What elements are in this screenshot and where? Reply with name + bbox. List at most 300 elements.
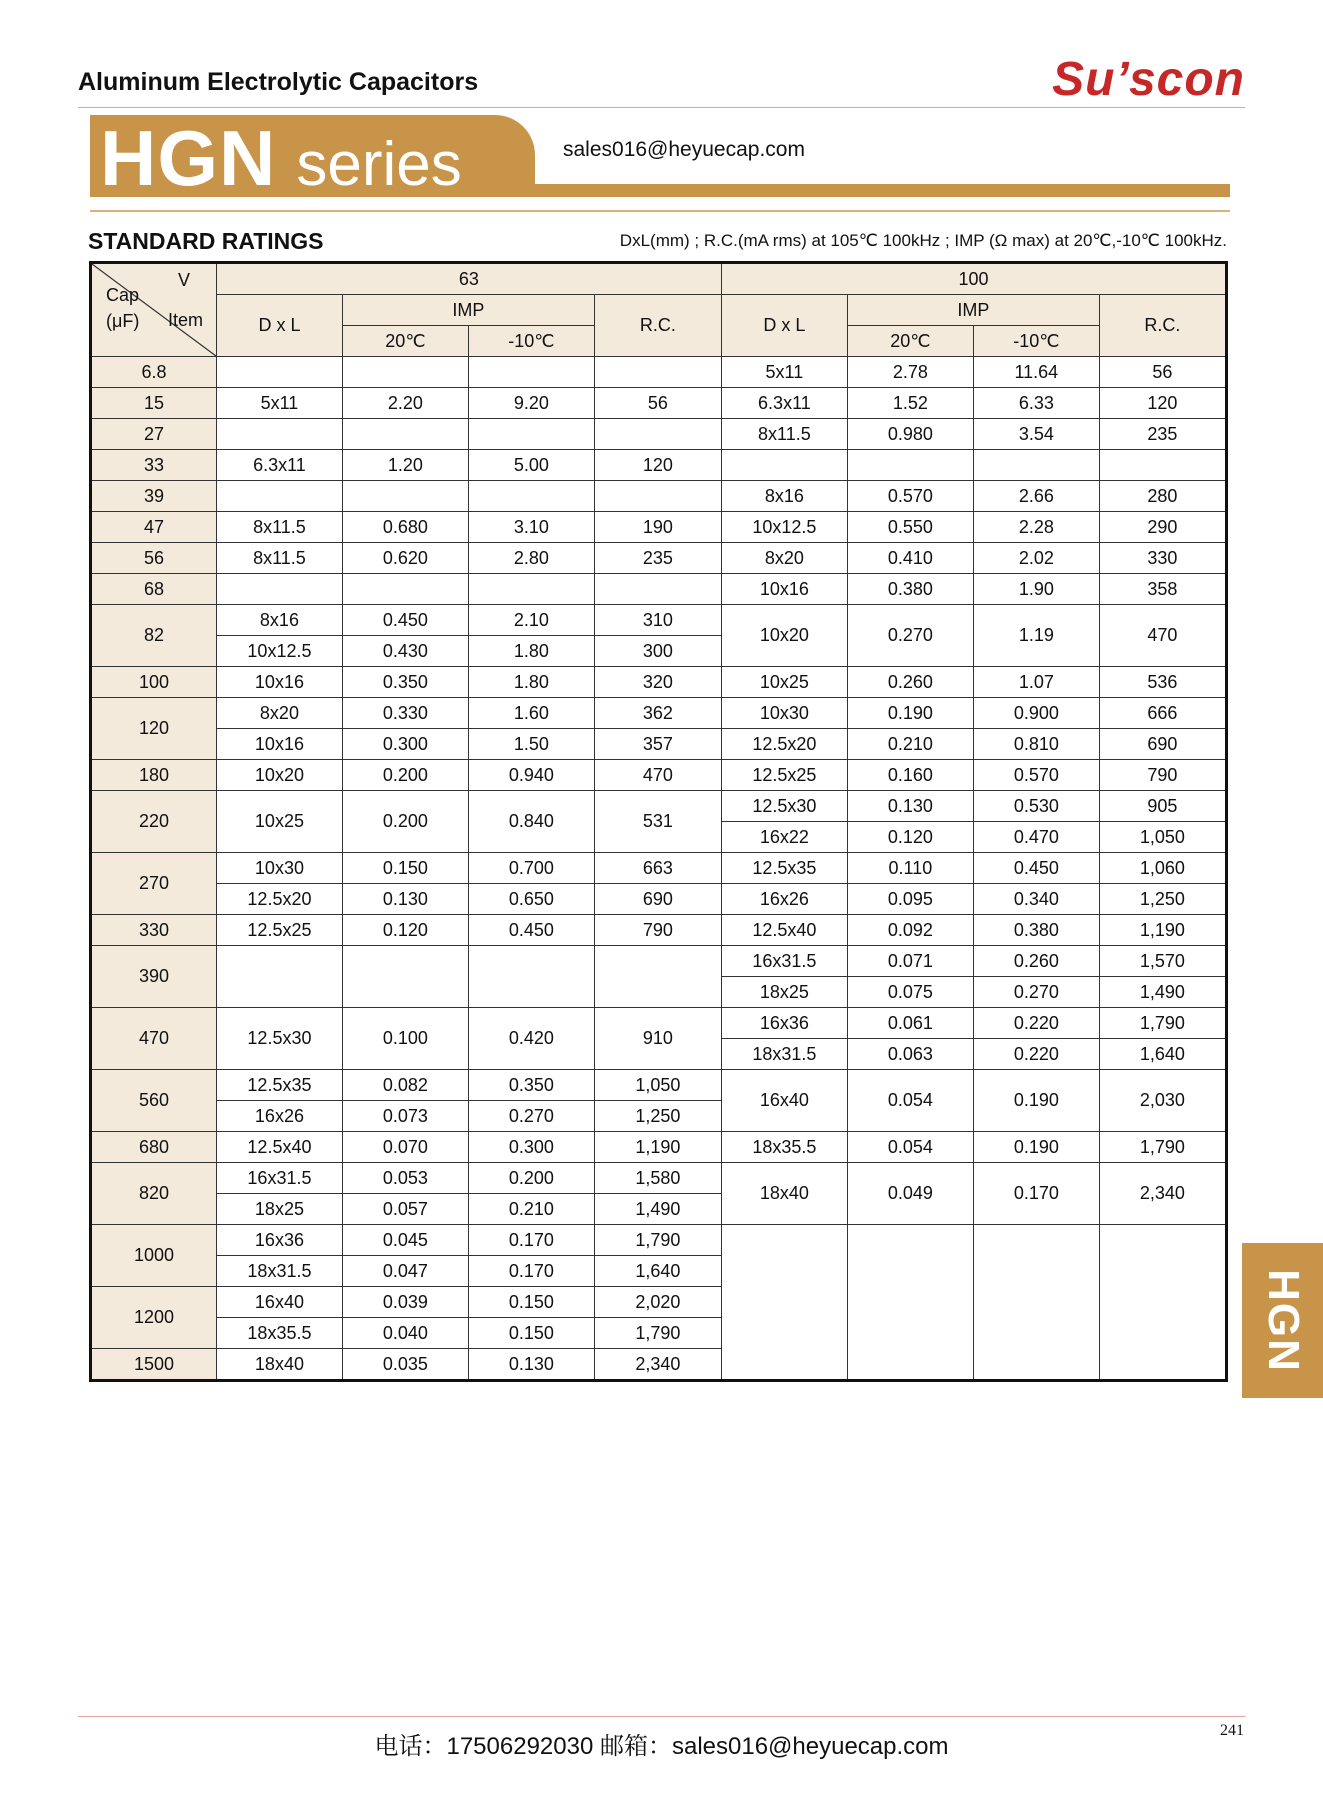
table-row [91,574,1227,605]
cell: 1,570 [1099,946,1226,977]
cell: 0.170 [468,1256,594,1287]
cell: 0.680 [342,512,468,543]
cell: 3.10 [468,512,594,543]
cell: 362 [594,698,721,729]
cell: 0.380 [847,574,973,605]
cell: 0.200 [342,791,468,853]
cell: 0.130 [847,791,973,822]
cell: 1.19 [973,605,1099,667]
cell [342,946,468,1008]
series-title [100,113,462,204]
cell [216,574,342,605]
table-row [91,1225,1227,1256]
cap-cell: 180 [91,760,217,791]
cap-cell: 220 [91,791,217,853]
table-row [91,388,1227,419]
table-row [91,481,1227,512]
cell: 0.550 [847,512,973,543]
cap-cell: 6.8 [91,357,217,388]
cell: 18x31.5 [721,1039,847,1070]
cap-cell: 470 [91,1008,217,1070]
cell: 8x20 [216,698,342,729]
table-row [91,853,1227,884]
cell: 470 [594,760,721,791]
cell [1099,450,1226,481]
cell: 1,050 [594,1070,721,1101]
cell: 0.450 [468,915,594,946]
cell [468,946,594,1008]
cell: 0.570 [973,760,1099,791]
table-row [91,543,1227,574]
cell: 1,060 [1099,853,1226,884]
cell: 0.150 [342,853,468,884]
cell: 1,790 [1099,1132,1226,1163]
cell: 16x31.5 [216,1163,342,1194]
cap-cell: 680 [91,1132,217,1163]
cap-cell: 56 [91,543,217,574]
cell: 8x20 [721,543,847,574]
cell: 0.350 [342,667,468,698]
cell: 0.150 [468,1318,594,1349]
cell: 8x11.5 [721,419,847,450]
cell [342,357,468,388]
temp-20-header-100: 20℃ [847,326,973,357]
dxl-header-63: D x L [216,295,342,357]
cell: 18x40 [216,1349,342,1381]
cap-cell: 120 [91,698,217,760]
cell: 470 [1099,605,1226,667]
corner-cap-line1: Cap [106,285,140,305]
brand-logo: Su’scon [1052,53,1245,106]
cell: 0.300 [342,729,468,760]
cell: 0.120 [342,915,468,946]
cell: 0.840 [468,791,594,853]
cell: 12.5x35 [721,853,847,884]
page-number: 241 [1220,1722,1244,1739]
cell [973,450,1099,481]
cap-cell: 39 [91,481,217,512]
cell: 16x40 [721,1070,847,1132]
cell [594,481,721,512]
cell: 2.66 [973,481,1099,512]
cell: 2.80 [468,543,594,574]
cell: 0.082 [342,1070,468,1101]
cell: 18x35.5 [721,1132,847,1163]
cell: 0.190 [973,1070,1099,1132]
cell: 12.5x30 [721,791,847,822]
standard-ratings-table [89,261,1228,1382]
cell: 0.190 [973,1132,1099,1163]
cell: 18x25 [216,1194,342,1225]
cell: 2.10 [468,605,594,636]
cell: 9.20 [468,388,594,419]
cell [1099,1225,1226,1381]
cap-cell: 82 [91,605,217,667]
cell: 0.095 [847,884,973,915]
cell: 6.3x11 [721,388,847,419]
cell: 0.650 [468,884,594,915]
cell: 0.200 [468,1163,594,1194]
cell [847,1225,973,1381]
table-row [91,884,1227,915]
cell: 5.00 [468,450,594,481]
cell: 3.54 [973,419,1099,450]
cell: 0.057 [342,1194,468,1225]
cell [342,574,468,605]
cap-cell: 68 [91,574,217,605]
cell: 0.170 [468,1225,594,1256]
cell: 1.52 [847,388,973,419]
cell: 0.430 [342,636,468,667]
cell: 18x31.5 [216,1256,342,1287]
cell [721,450,847,481]
cell: 16x31.5 [721,946,847,977]
cell [468,481,594,512]
cell: 10x30 [216,853,342,884]
cell: 2.20 [342,388,468,419]
dxl-header-100: D x L [721,295,847,357]
cell: 12.5x20 [721,729,847,760]
cell: 1,790 [594,1318,721,1349]
cell: 0.340 [973,884,1099,915]
cell: 0.092 [847,915,973,946]
cell [342,419,468,450]
cell: 1,640 [1099,1039,1226,1070]
cap-cell: 15 [91,388,217,419]
corner-voltage-label: V [178,270,191,290]
cell: 0.035 [342,1349,468,1381]
cell: 0.700 [468,853,594,884]
cell: 1,250 [1099,884,1226,915]
cap-cell: 270 [91,853,217,915]
cell: 0.040 [342,1318,468,1349]
cell: 10x25 [721,667,847,698]
cell: 10x16 [721,574,847,605]
table-row [91,450,1227,481]
table-corner-cell [91,263,217,357]
corner-item-label: Item [168,310,204,330]
cell: 300 [594,636,721,667]
header-email: sales016@heyuecap.com [563,138,805,161]
temp-minus10-header-100: -10℃ [973,326,1099,357]
cell: 0.620 [342,543,468,574]
cell: 1,790 [594,1225,721,1256]
cell: 10x20 [216,760,342,791]
cell: 0.270 [468,1101,594,1132]
cell [973,1225,1099,1381]
cell: 18x40 [721,1163,847,1225]
cell: 1.50 [468,729,594,760]
cell: 2.28 [973,512,1099,543]
cell: 0.053 [342,1163,468,1194]
imp-header-63: IMP [342,295,594,326]
cell: 0.100 [342,1008,468,1070]
series-word: series [296,130,462,199]
rc-header-100: R.C. [1099,295,1226,357]
cap-cell: 560 [91,1070,217,1132]
cell: 1,790 [1099,1008,1226,1039]
cell: 0.061 [847,1008,973,1039]
imp-header-100: IMP [847,295,1099,326]
cell [721,1225,847,1381]
cell: 5x11 [721,357,847,388]
cell: 10x25 [216,791,342,853]
cell: 120 [594,450,721,481]
cell: 330 [1099,543,1226,574]
cell: 12.5x25 [216,915,342,946]
cell: 0.054 [847,1132,973,1163]
cell: 8x11.5 [216,543,342,574]
cell: 0.980 [847,419,973,450]
document-category-title: Aluminum Electrolytic Capacitors [78,68,479,96]
cell: 310 [594,605,721,636]
cell: 10x16 [216,667,342,698]
cell: 6.3x11 [216,450,342,481]
footer-divider [78,1716,1245,1717]
cell: 2.02 [973,543,1099,574]
cell: 0.210 [847,729,973,760]
cap-cell: 820 [91,1163,217,1225]
cell: 6.33 [973,388,1099,419]
cell: 0.039 [342,1287,468,1318]
cell [216,946,342,1008]
cell: 666 [1099,698,1226,729]
cell: 10x20 [721,605,847,667]
cell: 0.120 [847,822,973,853]
cell: 8x16 [216,605,342,636]
cell: 0.075 [847,977,973,1008]
cell: 790 [1099,760,1226,791]
cell: 235 [594,543,721,574]
side-tab-label: HGN [1258,1268,1308,1373]
cell: 10x30 [721,698,847,729]
table-row [91,667,1227,698]
cell: 0.220 [973,1008,1099,1039]
table-row [91,357,1227,388]
cell: 16x40 [216,1287,342,1318]
cell: 2,030 [1099,1070,1226,1132]
cell: 1,190 [1099,915,1226,946]
cell: 10x12.5 [216,636,342,667]
cell: 235 [1099,419,1226,450]
cap-cell: 390 [91,946,217,1008]
cell: 531 [594,791,721,853]
cell: 0.110 [847,853,973,884]
cap-cell: 100 [91,667,217,698]
cell: 1,050 [1099,822,1226,853]
series-banner-line [90,210,1230,212]
cap-cell: 1500 [91,1349,217,1381]
cell: 1.20 [342,450,468,481]
cap-cell: 33 [91,450,217,481]
cell: 0.190 [847,698,973,729]
cell [594,946,721,1008]
cell: 690 [594,884,721,915]
cell: 18x35.5 [216,1318,342,1349]
cell: 8x11.5 [216,512,342,543]
temp-minus10-header-63: -10℃ [468,326,594,357]
cell: 0.170 [973,1163,1099,1225]
table-row [91,1132,1227,1163]
cell: 0.160 [847,760,973,791]
cell [216,481,342,512]
table-row [91,1008,1227,1039]
cap-cell: 27 [91,419,217,450]
corner-cap-label [106,282,139,334]
cell: 0.900 [973,698,1099,729]
cell: 12.5x35 [216,1070,342,1101]
cell: 0.450 [342,605,468,636]
cell: 18x25 [721,977,847,1008]
cell: 10x16 [216,729,342,760]
cell: 0.063 [847,1039,973,1070]
cell [468,419,594,450]
cell: 0.330 [342,698,468,729]
cell: 357 [594,729,721,760]
rc-header-63: R.C. [594,295,721,357]
series-name: HGN [100,114,277,202]
cell: 12.5x25 [721,760,847,791]
cell: 0.270 [847,605,973,667]
table-row [91,946,1227,977]
footer-contact: 电话：17506292030 邮箱：sales016@heyuecap.com [374,1733,949,1760]
cell: 16x36 [216,1225,342,1256]
cell: 536 [1099,667,1226,698]
table-row [91,1070,1227,1101]
cell: 16x22 [721,822,847,853]
table-row [91,419,1227,450]
cell: 190 [594,512,721,543]
cell [216,357,342,388]
cell: 2,340 [594,1349,721,1381]
header-divider [78,107,1245,108]
table-row [91,729,1227,760]
cell [468,357,594,388]
cell: 12.5x30 [216,1008,342,1070]
cell [594,419,721,450]
cell: 0.350 [468,1070,594,1101]
cell: 1.07 [973,667,1099,698]
table-row [91,1163,1227,1194]
cell: 56 [1099,357,1226,388]
cell: 56 [594,388,721,419]
cell: 0.810 [973,729,1099,760]
cell: 320 [594,667,721,698]
cell: 0.071 [847,946,973,977]
cell: 1.80 [468,667,594,698]
cell: 0.270 [973,977,1099,1008]
table-header [91,263,1227,357]
cell: 290 [1099,512,1226,543]
cell: 1.60 [468,698,594,729]
table-row [91,915,1227,946]
table-row [91,605,1227,636]
cell: 16x36 [721,1008,847,1039]
cell: 0.300 [468,1132,594,1163]
cell: 0.070 [342,1132,468,1163]
cell: 0.220 [973,1039,1099,1070]
cell: 0.049 [847,1163,973,1225]
cell: 10x12.5 [721,512,847,543]
cell: 910 [594,1008,721,1070]
cell: 0.940 [468,760,594,791]
cell [594,357,721,388]
table-body [91,357,1227,1381]
cell: 16x26 [721,884,847,915]
cap-cell: 330 [91,915,217,946]
series-side-tab [1242,1243,1323,1398]
cell: 0.045 [342,1225,468,1256]
table-row [91,698,1227,729]
cell: 120 [1099,388,1226,419]
cell [847,450,973,481]
cell: 905 [1099,791,1226,822]
cell: 0.150 [468,1287,594,1318]
corner-cap-line2: (μF) [106,311,140,331]
cell: 0.260 [847,667,973,698]
cell: 280 [1099,481,1226,512]
cell: 12.5x20 [216,884,342,915]
cell: 0.210 [468,1194,594,1225]
cell: 2,340 [1099,1163,1226,1225]
cell: 12.5x40 [721,915,847,946]
cell: 0.130 [342,884,468,915]
temp-20-header-63: 20℃ [342,326,468,357]
cell: 16x26 [216,1101,342,1132]
cell: 0.530 [973,791,1099,822]
cell: 0.047 [342,1256,468,1287]
cap-cell: 47 [91,512,217,543]
voltage-63-header: 63 [216,263,721,295]
voltage-100-header: 100 [721,263,1226,295]
cell: 663 [594,853,721,884]
table-row [91,791,1227,822]
cell: 0.260 [973,946,1099,977]
cell: 790 [594,915,721,946]
cell [342,481,468,512]
cell: 12.5x40 [216,1132,342,1163]
cell: 0.073 [342,1101,468,1132]
cell: 0.410 [847,543,973,574]
cell: 1,490 [594,1194,721,1225]
cell: 1.80 [468,636,594,667]
cell: 1,580 [594,1163,721,1194]
cell: 1,190 [594,1132,721,1163]
cell [216,419,342,450]
section-title: STANDARD RATINGS [88,228,324,254]
cell: 0.054 [847,1070,973,1132]
cell: 0.450 [973,853,1099,884]
cell: 2,020 [594,1287,721,1318]
cell [468,574,594,605]
cell: 1,490 [1099,977,1226,1008]
cell: 0.570 [847,481,973,512]
cell: 0.380 [973,915,1099,946]
cell [594,574,721,605]
cell: 8x16 [721,481,847,512]
cap-cell: 1200 [91,1287,217,1349]
cell: 358 [1099,574,1226,605]
cap-cell: 1000 [91,1225,217,1287]
cell: 690 [1099,729,1226,760]
cell: 1,640 [594,1256,721,1287]
cell: 0.420 [468,1008,594,1070]
cell: 5x11 [216,388,342,419]
measurement-conditions: DxL(mm) ; R.C.(mA rms) at 105℃ 100kHz ; IMP (Ω max) at 20℃,-10℃ 100kHz. [619,231,1227,250]
cell: 0.130 [468,1349,594,1381]
table-row [91,512,1227,543]
cell: 2.78 [847,357,973,388]
